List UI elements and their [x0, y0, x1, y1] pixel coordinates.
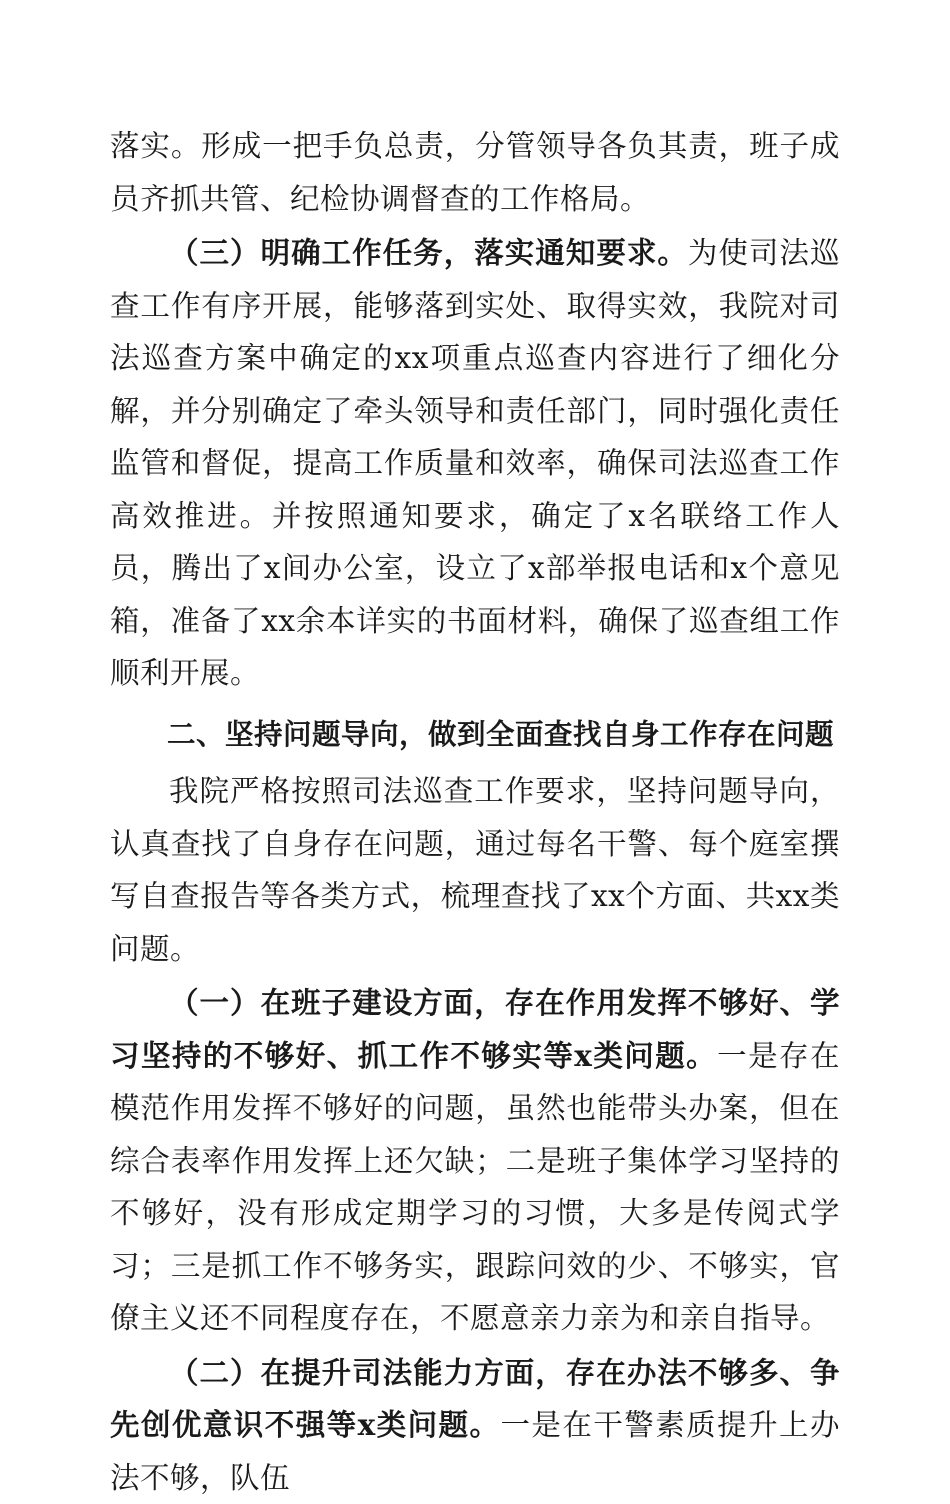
paragraph-text-item-two: 一是在干警素质提升上办法不够，队伍	[110, 1408, 840, 1495]
paragraph-lead-item-two: （二）在提升司法能力方面，存在办法不够多、争先创优意识不强等x类问题。	[110, 1354, 840, 1443]
paragraph-continuation: 落实。形成一把手负总责，分管领导各负其责，班子成员齐抓共管、纪检协调督查的工作格局。	[110, 129, 840, 216]
paragraph-text-item-one: 一是存在模范作用发挥不够好的问题，虽然也能带头办案，但在综合表率作用发挥上还欠缺；二是班子集体学习坚持的不够好，没有形成定期学习的习惯，大多是传阅式学习；三是抓工作不够务实，跟踪问效的少、不够实，官僚主义还不同程度存在，不愿意亲力亲为和亲自指导。	[110, 1038, 840, 1336]
paragraph-lead-item-one: （一）在班子建设方面，存在作用发挥不够好、学习坚持的不够好、抓工作不够实等x类问题。	[110, 985, 840, 1073]
paragraph-item-one	[110, 977, 840, 1345]
paragraph-intro-two: 我院严格按照司法巡查工作要求，坚持问题导向，认真查找了自身存在问题，通过每名干警、每个庭室撰写自查报告等各类方式，梳理查找了xx个方面、共xx类问题。	[110, 774, 840, 966]
paragraph-text-three: 为使司法巡查工作有序开展，能够落到实处、取得实效，我院对司法巡查方案中确定的xx项重点巡查内容进行了细化分解，并分别确定了牵头领导和责任部门，同时强化责任监管和督促，提高工作质量和效率，确保司法巡查工作高效推进。并按照通知要求，确定了x名联络工作人员，腾出了x间办公室，设立了x部举报电话和x个意见箱，准备了xx余本详实的书面材料，确保了巡查组工作顺利开展。	[110, 236, 840, 690]
paragraph-section-three	[110, 227, 840, 700]
paragraph-lead-three: （三）明确工作任务，落实通知要求。	[169, 235, 688, 270]
document-body	[110, 120, 840, 1504]
section-heading-two: 二、坚持问题导向，做到全面查找自身工作存在问题	[167, 717, 835, 751]
paragraph-item-two	[110, 1347, 840, 1504]
